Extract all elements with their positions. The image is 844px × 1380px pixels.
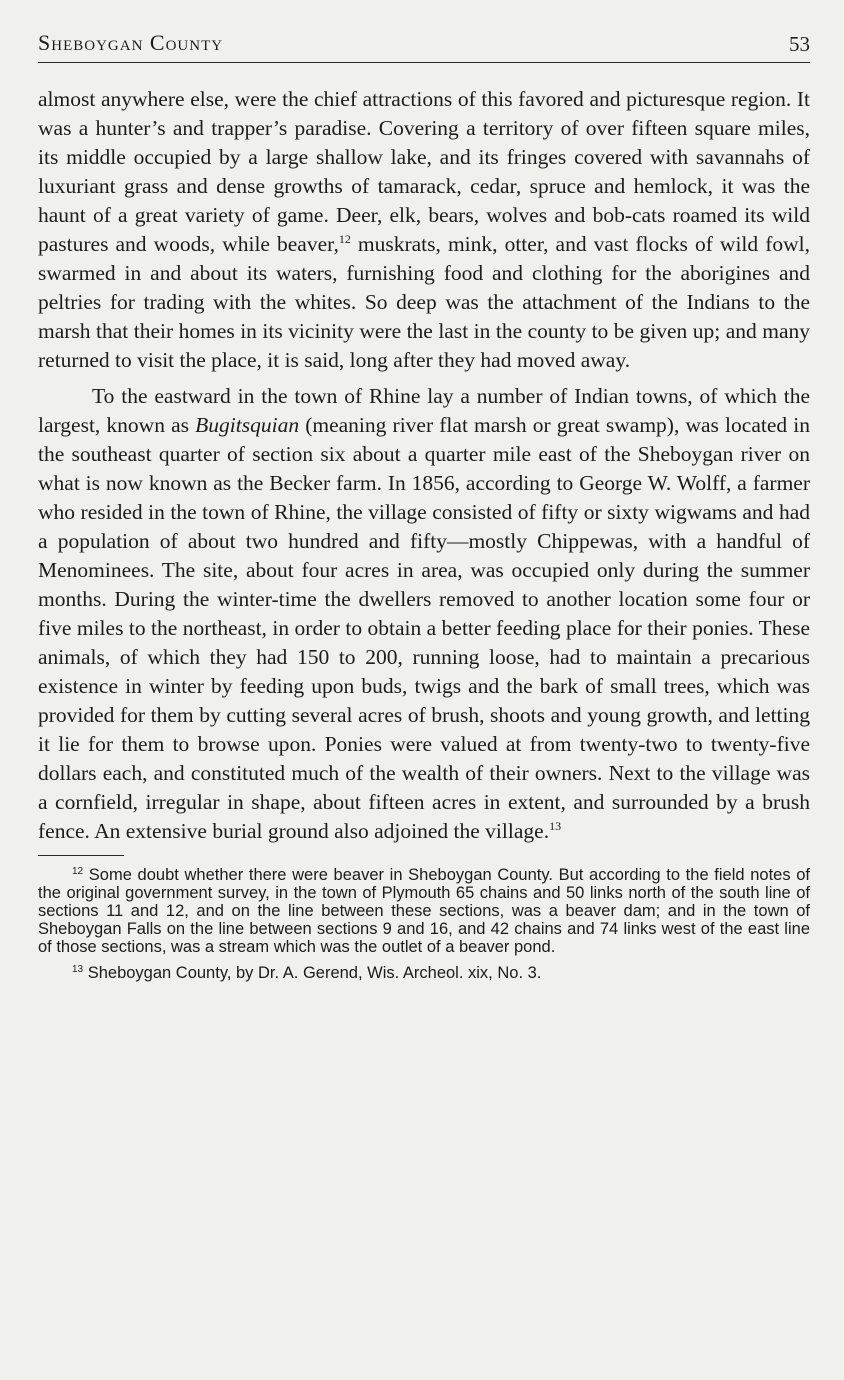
paragraph-1 — [38, 85, 810, 375]
footnote-ref-12: 12 — [338, 232, 351, 246]
paragraph-2 — [38, 382, 810, 846]
footnote-text: Some doubt whether there were beaver in Sheboygan County. But according to the field notes of the original government survey, in the town of Plymouth 65 chains and 50 links north of the south line of sections 11 and 12, and on the line between these sections, was a beaver dam; and in the town of Sheboygan Falls on the line between sections 9 and 16, and 42 chains and 74 links west of the east line of those sections, was a stream which was the outlet of a beaver pond. — [38, 866, 810, 956]
footnote-divider — [38, 855, 124, 856]
footnote-12 — [38, 866, 810, 956]
footnote-13 — [38, 964, 810, 982]
running-head — [38, 28, 810, 63]
footnote-ref-13: 13 — [549, 819, 562, 833]
footnote-marker: 13 — [72, 964, 84, 975]
book-page — [38, 28, 810, 990]
footnotes — [38, 866, 810, 982]
paragraph-1-text-a: almost anywhere else, were the chief attractions of this favored and picturesque region. It was a hunter’s and trapper’s paradise. Covering a territory of over fifteen square miles, its middle occupied by a large shallow lake, and its fringes covered with savannahs of luxuriant grass and dense growths of tamarack, cedar, spruce and hemlock, it was the haunt of a great variety of game. Deer, elk, bears, wolves and bob-cats roamed its wild pastures and woods, while beaver, — [38, 87, 810, 256]
body-text — [38, 85, 810, 846]
page-number: 53 — [789, 32, 810, 56]
paragraph-2-text-a: To the eastward in the town of Rhine lay a number of Indian towns, of which the largest, known as — [38, 384, 810, 437]
paragraph-2-text-b: (meaning river flat marsh or great swamp), was located in the southeast quarter of section six about a quarter mile east of the Sheboygan river on what is now known as the Becker farm. In 1856, according to George W. Wolff, a farmer who resided in the town of Rhine, the village consisted of fifty or sixty wigwams and had a population of about two hundred and fifty—mostly Chippewas, with a handful of Menominees. The site, about four acres in area, was occupied only during the summer months. During the winter-time the dwellers removed to another location some four or five miles to the northeast, in order to obtain a better feeding place for their ponies. These animals, of which they had 150 to 200, running loose, had to maintain a precarious existence in winter by feeding upon buds, twigs and the bark of small trees, which was provided for them by cutting several acres of brush, shoots and young growth, and letting it lie for them to browse upon. Ponies were valued at from twenty-two to twenty-five dollars each, and constituted much of the wealth of their owners. Next to the village was a cornfield, irregular in shape, about fifteen acres in extent, and surrounded by a brush fence. An extensive burial ground also adjoined the village. — [38, 413, 810, 843]
paragraph-2-italic-term: Bugitsquian — [195, 413, 300, 437]
footnote-text: Sheboygan County, by Dr. A. Gerend, Wis. Archeol. xix, No. 3. — [83, 964, 542, 982]
paragraph-1-text-b: muskrats, mink, otter, and vast flocks of wild fowl, swarmed in and about its waters, furnishing food and clothing for the aborigines and peltries for trading with the whites. So deep was the attachment of the Indians to the marsh that their homes in its vicinity were the last in the county to be given up; and many returned to visit the place, it is said, long after they had moved away. — [38, 232, 810, 372]
footnote-marker: 12 — [72, 866, 84, 877]
running-head-title: Sheboygan County — [38, 30, 224, 55]
